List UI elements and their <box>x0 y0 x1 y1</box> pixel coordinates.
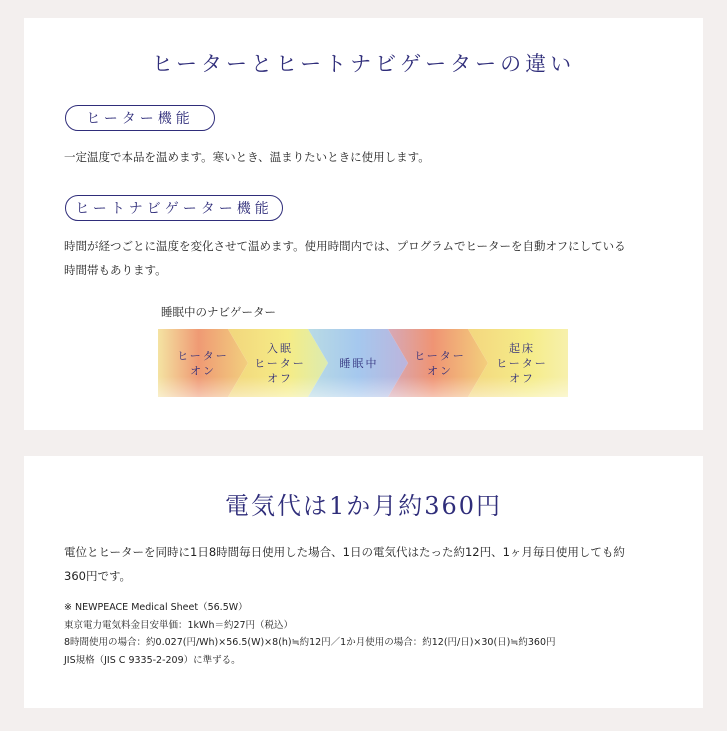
diagram-label: 睡眠中のナビゲーター <box>161 305 276 319</box>
step-1-label: オン <box>190 364 216 378</box>
cost-description <box>64 540 664 588</box>
sleep-navigator-diagram <box>158 329 568 397</box>
step-5-label: ヒーター <box>496 357 548 370</box>
step-2-label: 入眠 <box>267 342 293 355</box>
heater-comparison-card <box>24 18 703 430</box>
heater-function-label: ヒーター機能 <box>65 105 215 131</box>
step-5-label: 起床 <box>509 342 535 355</box>
note-line: ※ NEWPEACE Medical Sheet（56.5W） <box>64 602 248 613</box>
step-2-label: ヒーター <box>254 357 306 370</box>
heater-description: 一定温度で本品を温めます。寒いとき、温まりたいときに使用します。 <box>64 150 430 164</box>
cost-description-line2: 360円です。 <box>64 569 132 583</box>
section-title: ヒーターとヒートナビゲーターの違い <box>151 52 576 76</box>
heat-navigator-description-line2: 時間帯もあります。 <box>64 263 167 277</box>
heat-navigator-description-line1: 時間が経つごとに温度を変化させて温めます。使用時間内では、プログラムでヒーターを自動オフにしている <box>64 239 626 253</box>
electricity-cost-card <box>24 456 703 708</box>
note-line: JIS規格（JIS C 9335-2-209）に準ずる。 <box>64 654 241 666</box>
note-line: 東京電力電気料金目安単価：1kWh＝約27円（税込） <box>64 619 294 631</box>
cost-description-line1: 電位とヒーターを同時に1日8時間毎日使用した場合、1日の電気代はたった約12円、1ヶ月毎日使用しても約 <box>64 545 625 559</box>
cost-title: 電気代は1か月約360円 <box>224 492 503 520</box>
step-1-label: ヒーター <box>177 349 229 363</box>
step-2-label: オフ <box>267 372 293 385</box>
step-4-label: オン <box>427 364 453 378</box>
note-line: 8時間使用の場合：約0.027(円/Wh)×56.5(W)×8(h)≒約12円／1か月使用の場合：約12(円/日)×30(日)≒約360円 <box>64 637 556 648</box>
step-3-label: 睡眠中 <box>339 357 379 370</box>
cost-notes <box>64 599 556 669</box>
step-4-label: ヒーター <box>414 349 466 363</box>
step-5-label: オフ <box>509 372 535 385</box>
heat-navigator-description <box>64 234 664 282</box>
heat-navigator-function-label: ヒートナビゲーター機能 <box>65 195 283 221</box>
